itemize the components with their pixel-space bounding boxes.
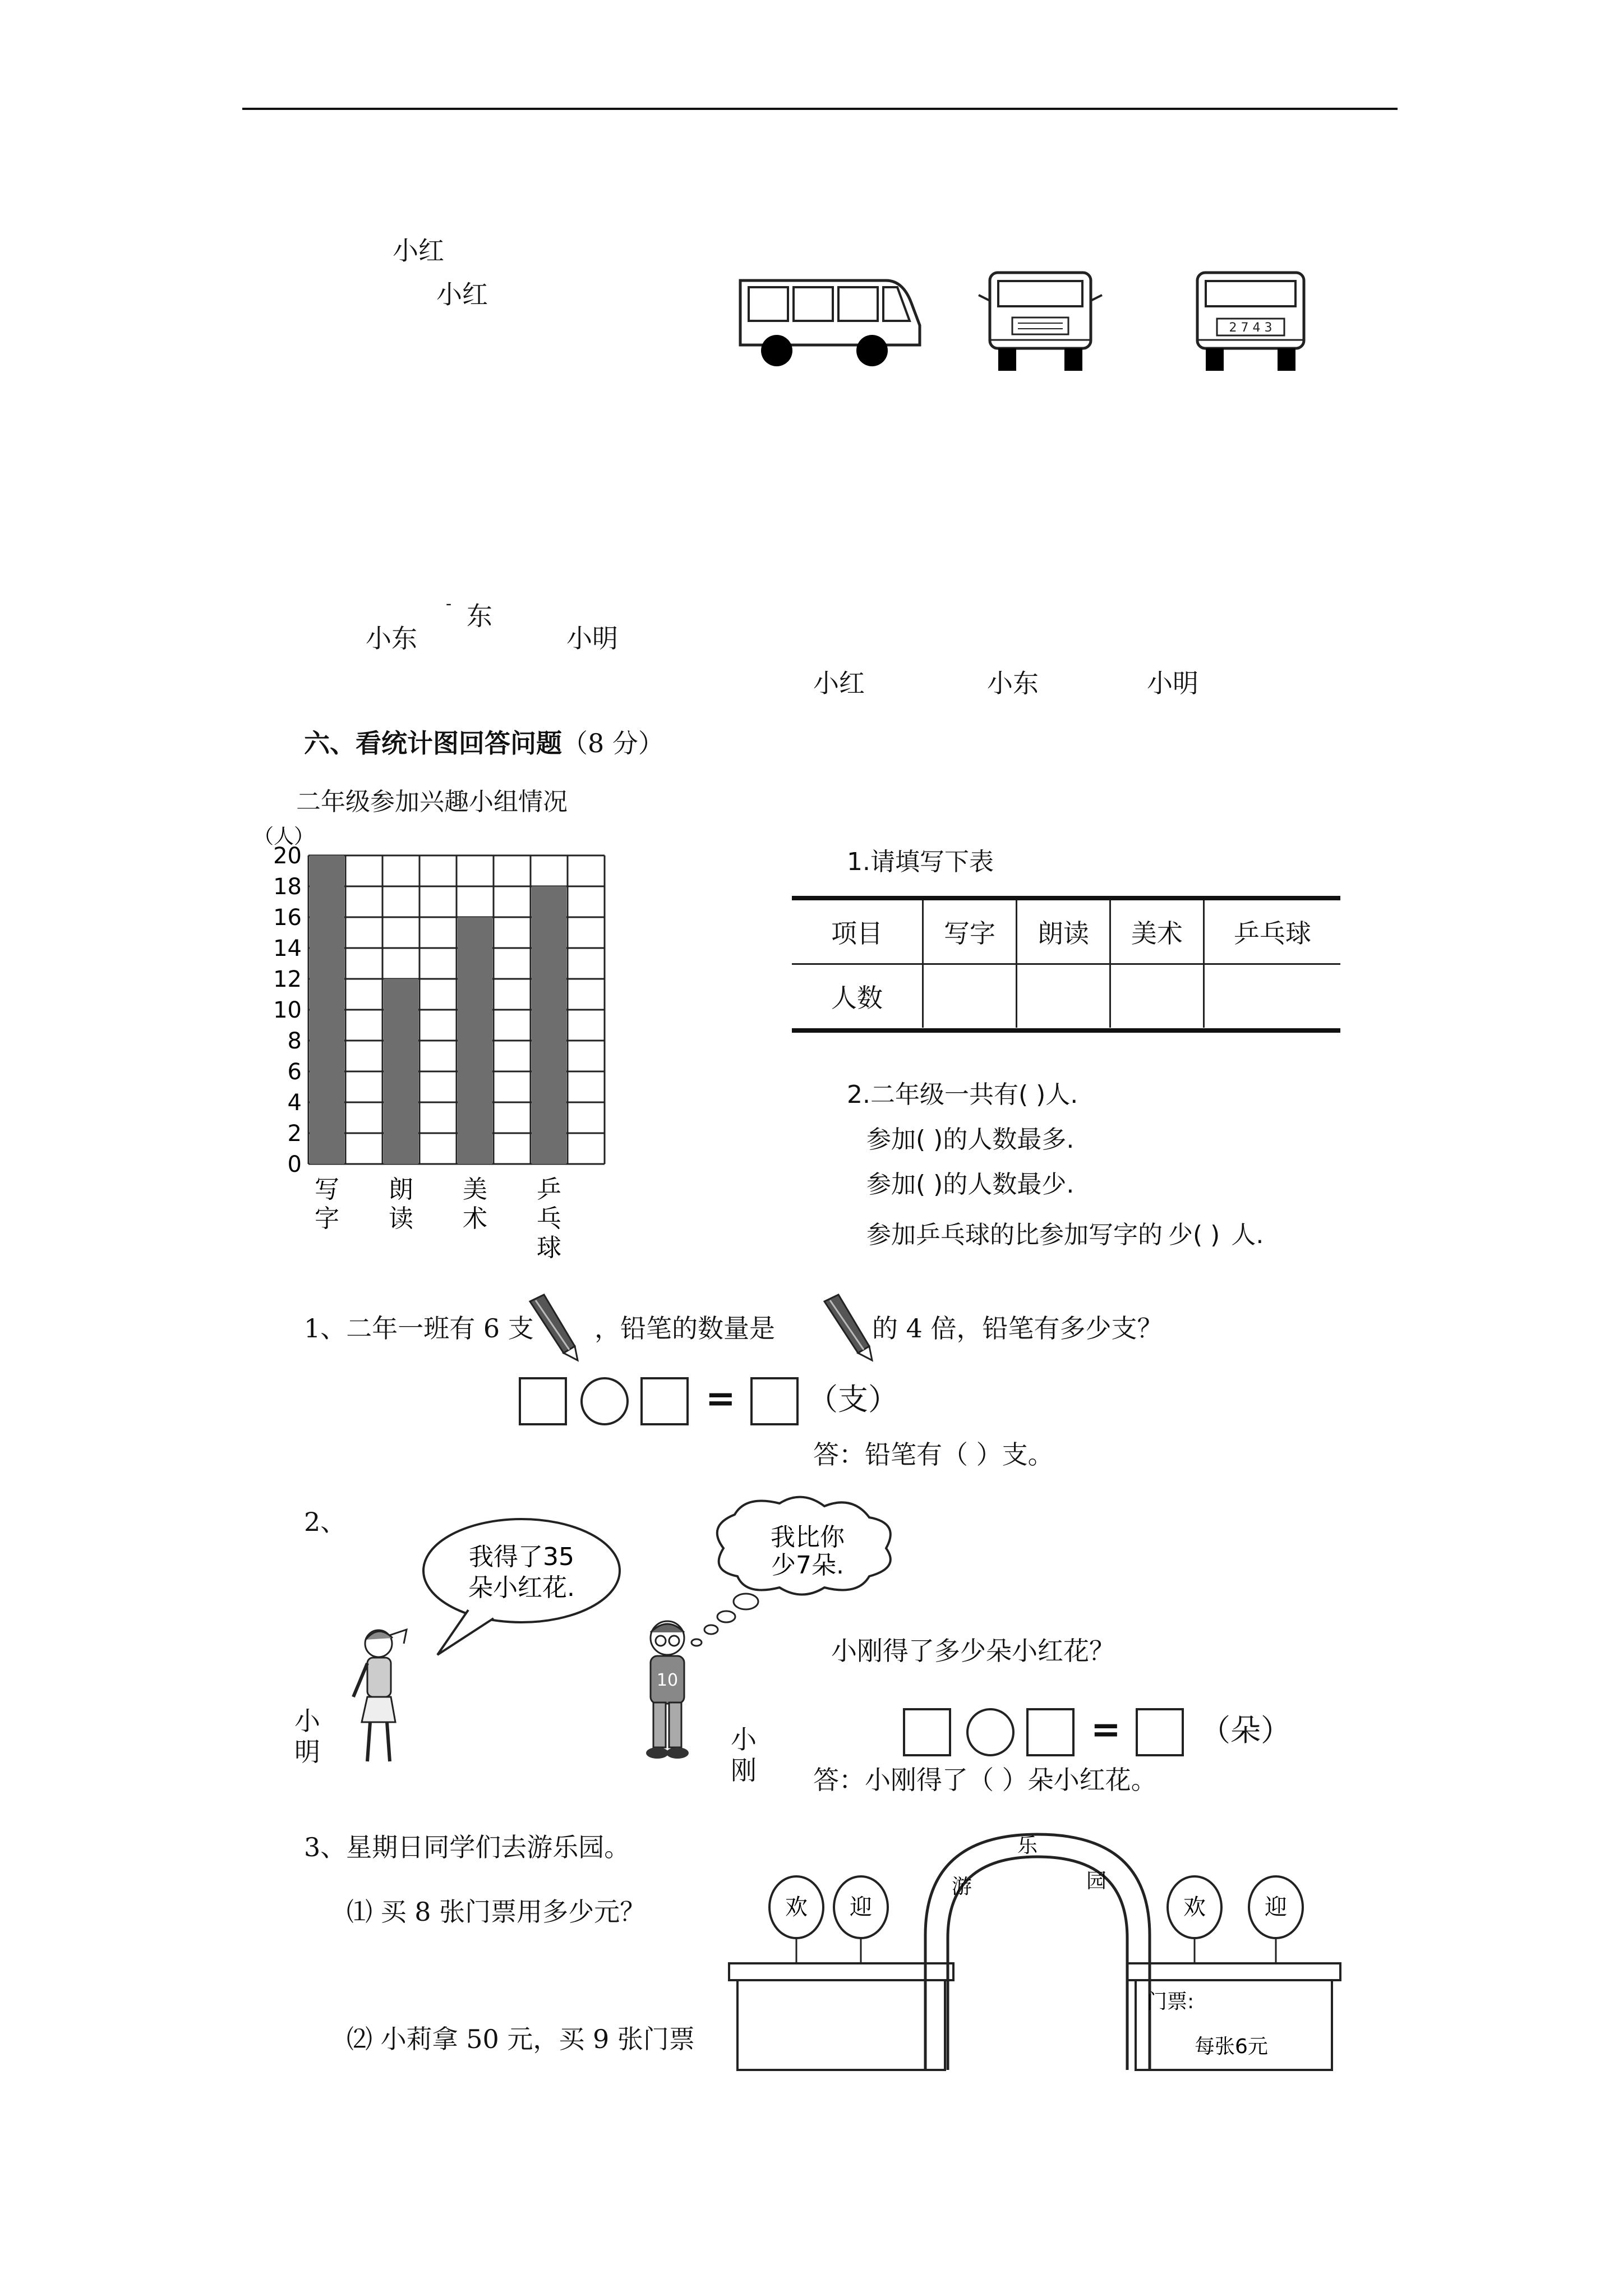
bus-front-view: [973, 267, 1108, 379]
header-rule: [242, 108, 1398, 110]
chart-title: 二年级参加兴趣小组情况: [296, 788, 568, 816]
problem1-answer: 答：铅笔有（ ）支。: [813, 1439, 1054, 1470]
speech-bubble: [415, 1515, 628, 1660]
table-header-art: 美术: [1110, 900, 1204, 964]
problem1-text-a: 1、二年一班有 6 支: [304, 1313, 534, 1343]
table-caption: 1.请填写下表: [847, 848, 994, 876]
table-cell-writing[interactable]: [923, 964, 1017, 1028]
bubble1-line2: 朵小红花.: [468, 1573, 575, 1602]
q2-least: 参加( )的人数最少.: [866, 1170, 1075, 1199]
table-header-reading: 朗读: [1016, 900, 1110, 964]
problem1-text-c: 的 4 倍，铅笔有多少支？: [872, 1313, 1163, 1343]
ticket-price: 每张6元: [1195, 2035, 1268, 2058]
q2-compare-b: 少( ): [1168, 1221, 1220, 1249]
table-cell-pingpong[interactable]: [1204, 964, 1340, 1028]
section6-score: （8 分）: [562, 728, 664, 758]
girl-figure: [336, 1624, 421, 1770]
x-category-label: 乓: [537, 1204, 561, 1233]
problem3-sub1: ⑴ 买 8 张门票用多少元？: [347, 1897, 646, 1927]
bubble2-line2: 少7朵.: [771, 1551, 844, 1580]
x-category-label: 术: [463, 1204, 487, 1233]
x-category-label: 写: [315, 1175, 339, 1204]
label-xiaogang-2: 刚: [731, 1755, 757, 1786]
svg-text:欢: 欢: [785, 1894, 808, 1920]
operator-circle-p2[interactable]: [966, 1708, 1015, 1756]
operator-circle[interactable]: [580, 1377, 629, 1425]
bus-side-view: [735, 269, 925, 370]
y-tick-label: 20: [273, 843, 302, 869]
arch-char-you: 游: [951, 1875, 972, 1898]
stat-table: [792, 900, 1340, 1028]
view-label-xiaoming: 小明: [1147, 668, 1198, 698]
table-top-rule: [792, 896, 1340, 900]
bar-3: [532, 886, 566, 1164]
q2-most: 参加( )的人数最多.: [866, 1125, 1075, 1154]
section6-heading: [304, 730, 664, 756]
x-category-label: 美: [463, 1175, 487, 1204]
q2-compare-c: 人.: [1231, 1221, 1264, 1249]
label-dash: -: [446, 594, 452, 614]
label-xiaoming: 小明: [566, 623, 618, 654]
bar-2: [458, 917, 492, 1164]
y-tick-label: 8: [287, 1028, 302, 1054]
bar-1: [384, 979, 418, 1164]
y-tick-label: 4: [287, 1090, 302, 1116]
bar-chart: [230, 822, 634, 1293]
park-gate: [723, 1823, 1346, 2076]
arch-char-le: 乐: [1017, 1834, 1038, 1857]
label-xiaogang-1: 小: [731, 1724, 757, 1755]
q2-compare-a: 参加乒乓球的比参加写字的: [866, 1221, 1163, 1249]
balloon-ying-left: [834, 1876, 888, 1963]
thought-bubble: [684, 1492, 937, 1660]
boy-figure: [623, 1616, 712, 1767]
y-tick-label: 0: [287, 1152, 302, 1177]
chart-ylabel: （人）: [253, 825, 315, 848]
arch-char-yuan: 园: [1086, 1870, 1107, 1893]
table-bottom-rule: [792, 1028, 1340, 1033]
x-category-label: 球: [537, 1234, 561, 1262]
view-label-xiaodong: 小东: [987, 668, 1039, 698]
problem1-text: [304, 1315, 534, 1341]
pencil-icon: [819, 1290, 880, 1363]
problem3-sub2: ⑵ 小莉拿 50 元，买 9 张门票: [347, 2024, 695, 2054]
problem2-question: 小刚得了多少朵小红花？: [831, 1636, 1115, 1666]
bubble1-line1: 我得了35: [469, 1543, 574, 1571]
label-xiaohong-2: 小红: [436, 279, 488, 310]
shirt-number: 10: [656, 1671, 679, 1690]
unit-zhi: （支）: [808, 1382, 898, 1417]
y-tick-label: 6: [287, 1059, 302, 1085]
table-header-item: 项目: [792, 900, 923, 964]
x-category-label: 字: [315, 1204, 339, 1233]
table-cell-art[interactable]: [1110, 964, 1204, 1028]
equals-sign-p2: =: [1091, 1709, 1121, 1751]
problem2-answer: 答：小刚得了（ ）朵小红花。: [813, 1765, 1157, 1795]
y-tick-label: 2: [287, 1121, 302, 1147]
y-tick-label: 14: [273, 936, 302, 961]
svg-text:欢: 欢: [1183, 1894, 1206, 1920]
bubble2-line1: 我比你: [771, 1523, 845, 1552]
x-category-label: 读: [389, 1204, 413, 1233]
problem1-text-b-wrap: [594, 1315, 775, 1341]
y-tick-label: 12: [273, 967, 302, 992]
problem1-text-b: ，铅笔的数量是: [594, 1313, 775, 1343]
x-category-label: 朗: [389, 1175, 413, 1204]
answer-box-p2-1[interactable]: [903, 1708, 951, 1756]
y-tick-label: 10: [273, 997, 302, 1023]
answer-box-p2-3[interactable]: [1136, 1708, 1184, 1756]
bus-rear-view: [1186, 267, 1315, 379]
answer-box-2[interactable]: [640, 1377, 689, 1425]
label-xiaoming-p2-2: 明: [294, 1737, 320, 1767]
svg-text:迎: 迎: [850, 1894, 872, 1920]
section6-title: 六、看统计图回答问题: [304, 728, 562, 758]
view-label-xiaohong: 小红: [813, 668, 865, 698]
answer-box-3[interactable]: [750, 1377, 799, 1425]
x-category-label: 乒: [537, 1175, 561, 1204]
problem2-number: 2、: [304, 1507, 347, 1537]
y-tick-label: 16: [273, 905, 302, 931]
table-header-pingpong: 乒乓球: [1204, 900, 1340, 964]
label-xiaohong-1: 小红: [393, 236, 444, 266]
ticket-label: 门票:: [1147, 1990, 1195, 2013]
answer-box-p2-2[interactable]: [1026, 1708, 1075, 1756]
table-cell-reading[interactable]: [1016, 964, 1110, 1028]
bar-0: [310, 855, 344, 1164]
problem3-intro: 3、星期日同学们去游乐园。: [304, 1832, 630, 1862]
answer-box-1[interactable]: [519, 1377, 567, 1425]
q2-total: 2.二年级一共有( )人.: [847, 1080, 1078, 1109]
pencil-icon: [524, 1290, 586, 1363]
y-tick-label: 18: [273, 874, 302, 900]
table-header-writing: 写字: [923, 900, 1017, 964]
balloon-ying-right: [1249, 1876, 1303, 1963]
label-xiaoming-p2-1: 小: [294, 1706, 320, 1736]
unit-duo: （朵）: [1200, 1713, 1291, 1748]
label-xiaodong: 小东: [366, 623, 417, 654]
table-row-label: 人数: [831, 983, 883, 1013]
balloon-huan-left: [769, 1876, 823, 1963]
problem1-text-c-wrap: [872, 1315, 1163, 1341]
plate-number: 2 7 4 3: [1229, 321, 1272, 335]
q2-compare: [866, 1223, 1264, 1248]
equals-sign: =: [706, 1378, 736, 1420]
label-dong-fragment: 东: [467, 601, 492, 631]
svg-text:迎: 迎: [1265, 1894, 1287, 1920]
balloon-huan-right: [1168, 1876, 1221, 1963]
